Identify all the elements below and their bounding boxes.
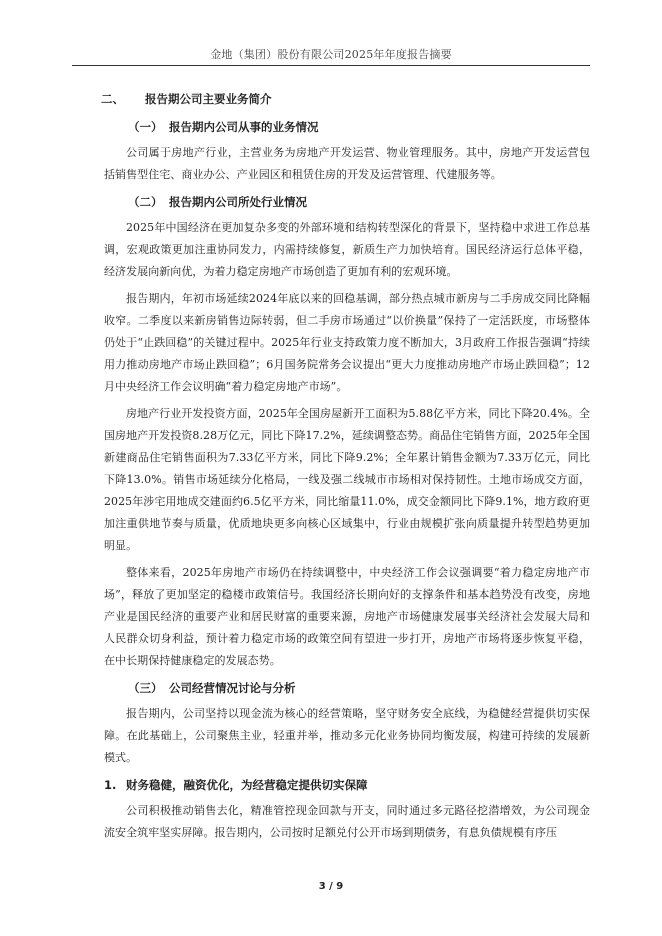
page-body xyxy=(101,88,590,844)
paragraph: 公司积极推动销售去化，精准管控现金回款与开支，同时通过多元路径挖潜增效，为公司现金流安全筑牢坚实屏障。报告期内，公司按时足额兑付公开市场到期债务，有息负债规模有序压 xyxy=(104,804,590,839)
header-rule xyxy=(72,65,590,66)
subsection-heading-1 xyxy=(104,116,590,138)
subsection-title: 公司经营情况讨论与分析 xyxy=(169,681,296,695)
item-title: 财务稳健，融资优化，为经营稳定提供切实保障 xyxy=(126,778,368,792)
subsection-number: （一） xyxy=(128,120,163,134)
paragraph: 报告期内，年初市场延续2024年底以来的回稳基调，部分热点城市新房与二手房成交同比降幅收窄。二季度以来新房销售边际转弱，但二手房市场通过“以价换量”保持了一定活跃度，市场整体仍处于“止跌回稳”的关键过程中。2025年行业支持政策力度不断加大，3月政府工作报告强调“持续用力推动房地产市场止跌回稳”；6月国务院常务会议提出“更大力度推动房地产市场止跌回稳”；12月中央经济工作会议明确“着力稳定房地产市场”。 xyxy=(104,292,590,393)
subsection-title: 报告期内公司所处行业情况 xyxy=(169,195,307,209)
subsection-heading-3 xyxy=(104,677,590,699)
subsection-number: （二） xyxy=(128,195,163,209)
paragraph: 报告期内，公司坚持以现金流为核心的经营策略，坚守财务安全底线，为稳健经营提供切实保障。在此基础上，公司聚焦主业，轻重并举，推动多元化业务协同均衡发展，构建可持续的发展新模式。 xyxy=(104,707,590,764)
subsection-heading-2 xyxy=(104,191,590,213)
subsection-title: 报告期内公司从事的业务情况 xyxy=(169,120,319,134)
paragraph: 2025年中国经济在更加复杂多变的外部环境和结构转型深化的背景下，坚持稳中求进工作总基调，宏观政策更加注重协同发力，内需持续修复，新质生产力加快培育。国民经济运行总体平稳，经济发展向新向优，为着力稳定房地产市场创造了更加有利的宏观环境。 xyxy=(104,221,590,278)
paragraph: 整体来看，2025年房地产市场仍在持续调整中，中央经济工作会议强调要“着力稳定房地产市场”，释放了更加坚定的稳楼市政策信号。我国经济长期向好的支撑条件和基本趋势没有改变，房地产业是国民经济的重要产业和居民财富的重要来源，房地产市场健康发展事关经济社会发展大局和人民群众切身利益，预计着力稳定市场的政策空间有望进一步打开，房地产市场将逐步恢复平稳，在中长期保持健康稳定的发展态势。 xyxy=(104,566,590,667)
item-number: 1. xyxy=(104,778,117,792)
paragraph: 房地产行业开发投资方面，2025年全国房屋新开工面积为5.88亿平方米，同比下降20.4%。全国房地产开发投资8.28万亿元，同比下降17.2%，延续调整态势。商品住宅销售方面，2025年全国新建商品住宅销售面积为7.33亿平方米，同比下降9.2%；全年累计销售金额为7.33万亿元，同比下降13.0%。销售市场延续分化格局，一线及强二线城市市场相对保持韧性。土地市场成交方面，2025年涉宅用地成交建面约6.5亿平方米，同比缩量11.0%，成交金额同比下降9.1%，地方政府更加注重供地节奏与质量，优质地块更多向核心区域集中，行业由规模扩张向质量提升转型趋势更加明显。 xyxy=(104,407,590,552)
subsection-number: （三） xyxy=(128,681,163,695)
section-number: 二、 xyxy=(101,92,124,106)
paragraph: 公司属于房地产行业，主营业务为房地产开发运营、物业管理服务。其中，房地产开发运营包括销售型住宅、商业办公、产业园区和租赁住房的开发及运营管理、代建服务等。 xyxy=(104,146,590,181)
running-header: 金地（集团）股份有限公司2025年年度报告摘要 xyxy=(210,48,452,61)
section-title: 报告期公司主要业务简介 xyxy=(145,92,272,106)
item-heading xyxy=(104,774,590,796)
page-number: 3 / 9 xyxy=(318,881,344,892)
section-heading xyxy=(101,88,590,110)
